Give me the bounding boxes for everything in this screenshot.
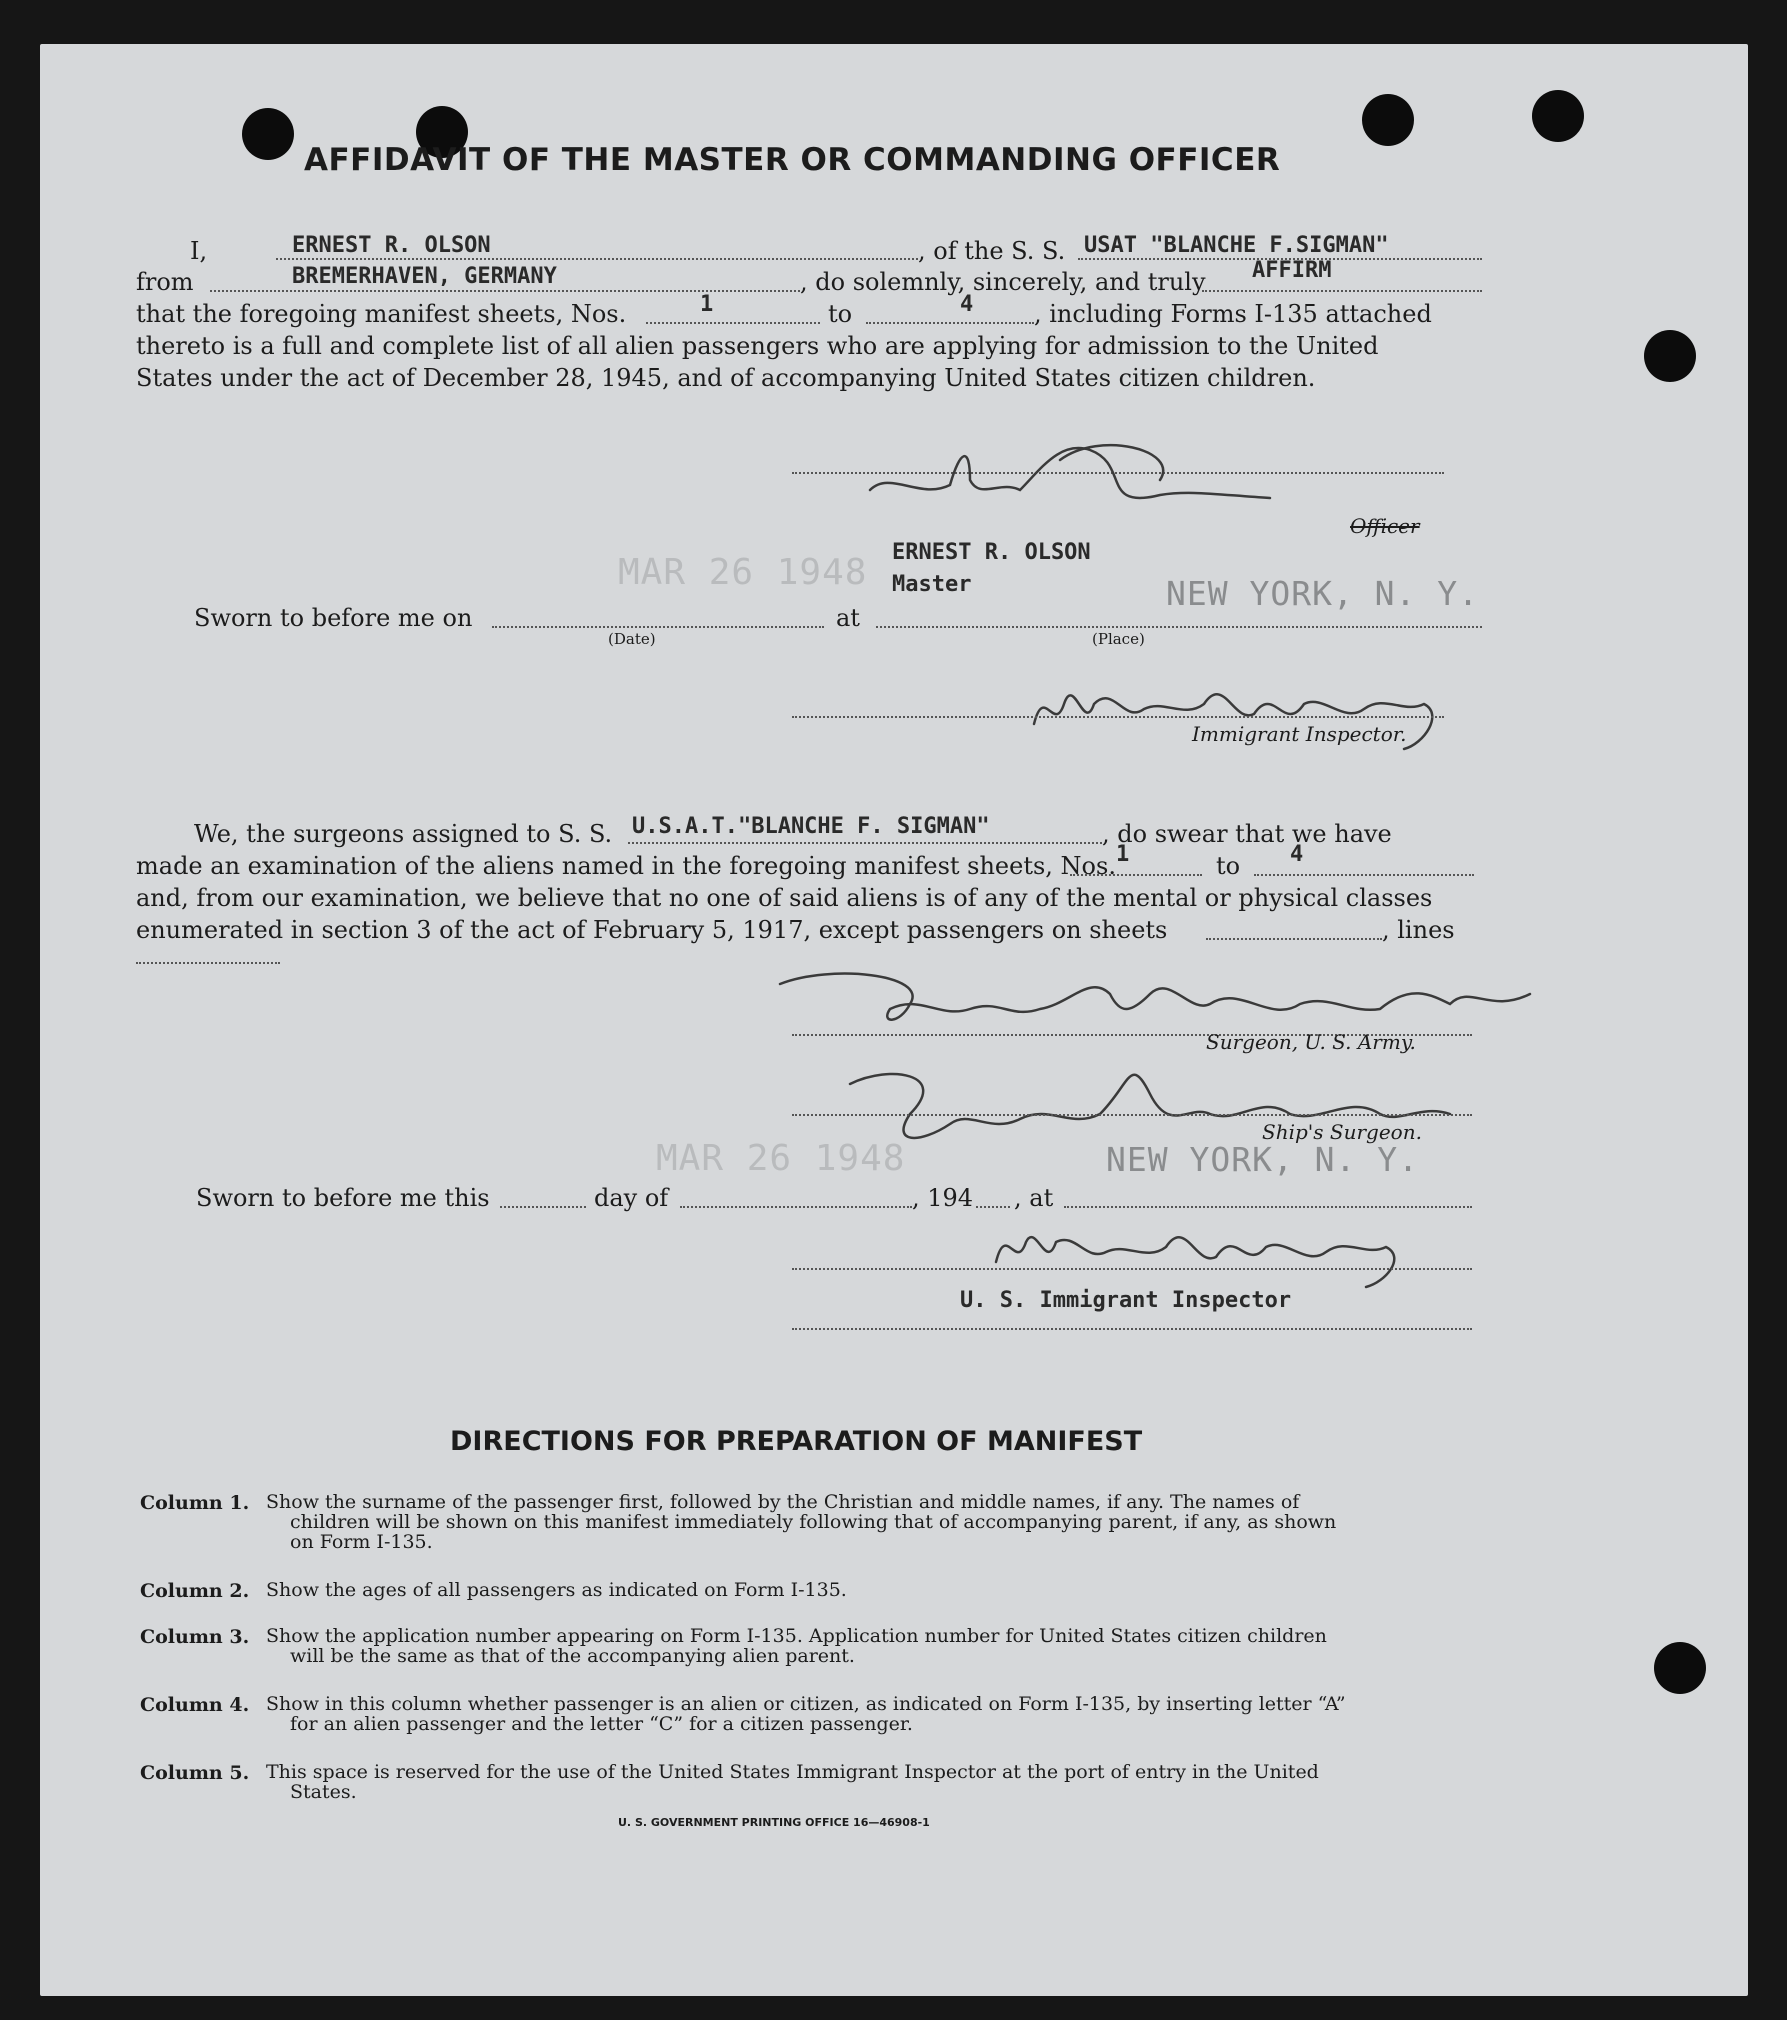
date-stamp: MAR 26 1948 <box>618 552 868 593</box>
surgeons-inspector-signature <box>986 1212 1466 1292</box>
inspector-line <box>792 716 1444 718</box>
direction-column-text: States. <box>290 1781 357 1803</box>
solemnly-label: , do solemnly, sincerely, and truly <box>800 268 1206 296</box>
officer-label: Officer <box>1350 514 1420 538</box>
directions-title: DIRECTIONS FOR PREPARATION OF MANIFEST <box>450 1426 1143 1457</box>
surgeons-sheet-to: 4 <box>1290 842 1304 867</box>
year-line <box>976 1206 1010 1208</box>
printing-office-footer: U. S. GOVERNMENT PRINTING OFFICE 16—46908-1 <box>618 1816 930 1829</box>
surgeons-line-1a: We, the surgeons assigned to S. S. <box>194 820 613 848</box>
place-stamp: NEW YORK, N. Y. <box>1166 574 1480 613</box>
of-ship-label: , of the S. S. <box>918 237 1066 265</box>
direction-column-text: for an alien passenger and the letter “C” for a citizen passenger. <box>290 1713 913 1735</box>
direction-column-text: This space is reserved for the use of the United States Immigrant Inspector at the port of entry in the United <box>266 1761 1319 1783</box>
punch-hole <box>1532 90 1584 142</box>
officer-signature <box>860 440 1280 520</box>
master-name: ERNEST R. OLSON <box>292 233 491 258</box>
surgeons-inspector-typed: U. S. Immigrant Inspector <box>960 1288 1292 1313</box>
place-line <box>876 626 1482 628</box>
surgeons-line-4a: enumerated in section 3 of the act of February 5, 1917, except passengers on sheets <box>136 916 1168 944</box>
to-label: to <box>828 300 853 328</box>
punch-hole <box>1644 330 1696 382</box>
punch-hole <box>1362 94 1414 146</box>
surgeons-sheet-from-line <box>1070 874 1202 876</box>
surgeons-line-1b: , do swear that we have <box>1102 820 1392 848</box>
direction-column-text: on Form I-135. <box>290 1531 433 1553</box>
direction-column-label: Column 3. <box>140 1626 250 1648</box>
sheet-from-line <box>646 322 820 324</box>
ship-surgeon-line <box>792 1114 1472 1116</box>
affidavit-line-4: thereto is a full and complete list of all alien passengers who are applying for admission to the United <box>136 332 1379 360</box>
surgeons-line-4b: , lines <box>1382 916 1455 944</box>
surgeons-inspector-line-bottom <box>792 1328 1472 1330</box>
affidavit-title: AFFIDAVIT OF THE MASTER OR COMMANDING OFFICER <box>304 142 1281 178</box>
day-of-label: day of <box>594 1184 669 1212</box>
forms-label: , including Forms I-135 attached <box>1034 300 1432 328</box>
except-sheets-line <box>1206 938 1382 940</box>
sheet-from: 1 <box>700 292 714 317</box>
surgeons-line-3: and, from our examination, we believe that no one of said aliens is of any of the mental or physical classes <box>136 884 1433 912</box>
signer-title: Master <box>892 572 972 597</box>
direction-column-label: Column 2. <box>140 1580 250 1602</box>
direction-column-text: Show the ages of all passengers as indicated on Form I-135. <box>266 1579 847 1601</box>
surgeons-sheet-from: 1 <box>1116 842 1130 867</box>
sheet-to: 4 <box>960 292 974 317</box>
name-line <box>276 258 918 260</box>
at-label: at <box>836 604 860 632</box>
direction-column-text: Show the surname of the passenger first, followed by the Christian and middle names, if any. The names of <box>266 1491 1300 1513</box>
signer-name: ERNEST R. OLSON <box>892 540 1091 565</box>
surgeons-sheet-to-line <box>1254 874 1474 876</box>
lines-line <box>136 962 280 964</box>
direction-column-label: Column 1. <box>140 1492 250 1514</box>
surgeons-date-stamp: MAR 26 1948 <box>656 1138 906 1179</box>
affirm-line <box>1202 290 1482 292</box>
surgeons-place-line <box>1064 1206 1472 1208</box>
army-surgeon-caption: Surgeon, U. S. Army. <box>1206 1030 1416 1054</box>
sheets-label: that the foregoing manifest sheets, Nos. <box>136 300 627 328</box>
direction-column-label: Column 5. <box>140 1762 250 1784</box>
surgeons-to-label: to <box>1216 852 1241 880</box>
date-caption: (Date) <box>608 630 656 648</box>
ship-surgeon-caption: Ship's Surgeon. <box>1262 1120 1422 1144</box>
inspector-caption: Immigrant Inspector. <box>1192 722 1407 746</box>
direction-column-text: Show the application number appearing on Form I-135. Application number for United States citizen children <box>266 1625 1327 1647</box>
document-sheet <box>40 44 1748 1996</box>
affidavit-line-5: States under the act of December 28, 1945, and of accompanying United States citizen children. <box>136 364 1316 392</box>
place-caption: (Place) <box>1092 630 1145 648</box>
direction-column-text: children will be shown on this manifest immediately following that of accompanying parent, if any, as shown <box>290 1511 1337 1533</box>
sheet-to-line <box>866 322 1034 324</box>
surgeons-inspector-line-top <box>792 1268 1472 1270</box>
surgeons-place-stamp: NEW YORK, N. Y. <box>1106 1140 1420 1179</box>
surgeons-sworn-label: Sworn to before me this <box>196 1184 490 1212</box>
direction-column-text: Show in this column whether passenger is an alien or citizen, as indicated on Form I-135, by inserting letter “A” <box>266 1693 1346 1715</box>
surgeons-ship-name: U.S.A.T."BLANCHE F. SIGMAN" <box>632 814 990 839</box>
ship-name: USAT "BLANCHE F.SIGMAN" <box>1084 233 1389 258</box>
sworn-label: Sworn to before me on <box>194 604 473 632</box>
day-line <box>500 1206 586 1208</box>
punch-hole <box>242 108 294 160</box>
date-line <box>492 626 824 628</box>
army-surgeon-signature <box>770 964 1570 1044</box>
surgeons-ship-line <box>628 842 1102 844</box>
affirm: AFFIRM <box>1252 258 1332 283</box>
punch-hole <box>1654 1642 1706 1694</box>
month-line <box>680 1206 912 1208</box>
surgeons-line-2a: made an examination of the aliens named in the foregoing manifest sheets, Nos. <box>136 852 1116 880</box>
direction-column-text: will be the same as that of the accompanying alien parent. <box>290 1645 855 1667</box>
port: BREMERHAVEN, GERMANY <box>292 264 557 289</box>
from-label: from <box>136 268 194 296</box>
i-label: I, <box>190 237 208 265</box>
direction-column-label: Column 4. <box>140 1694 250 1716</box>
surgeons-at-label: , at <box>1014 1184 1054 1212</box>
year-label: , 194 <box>912 1184 974 1212</box>
